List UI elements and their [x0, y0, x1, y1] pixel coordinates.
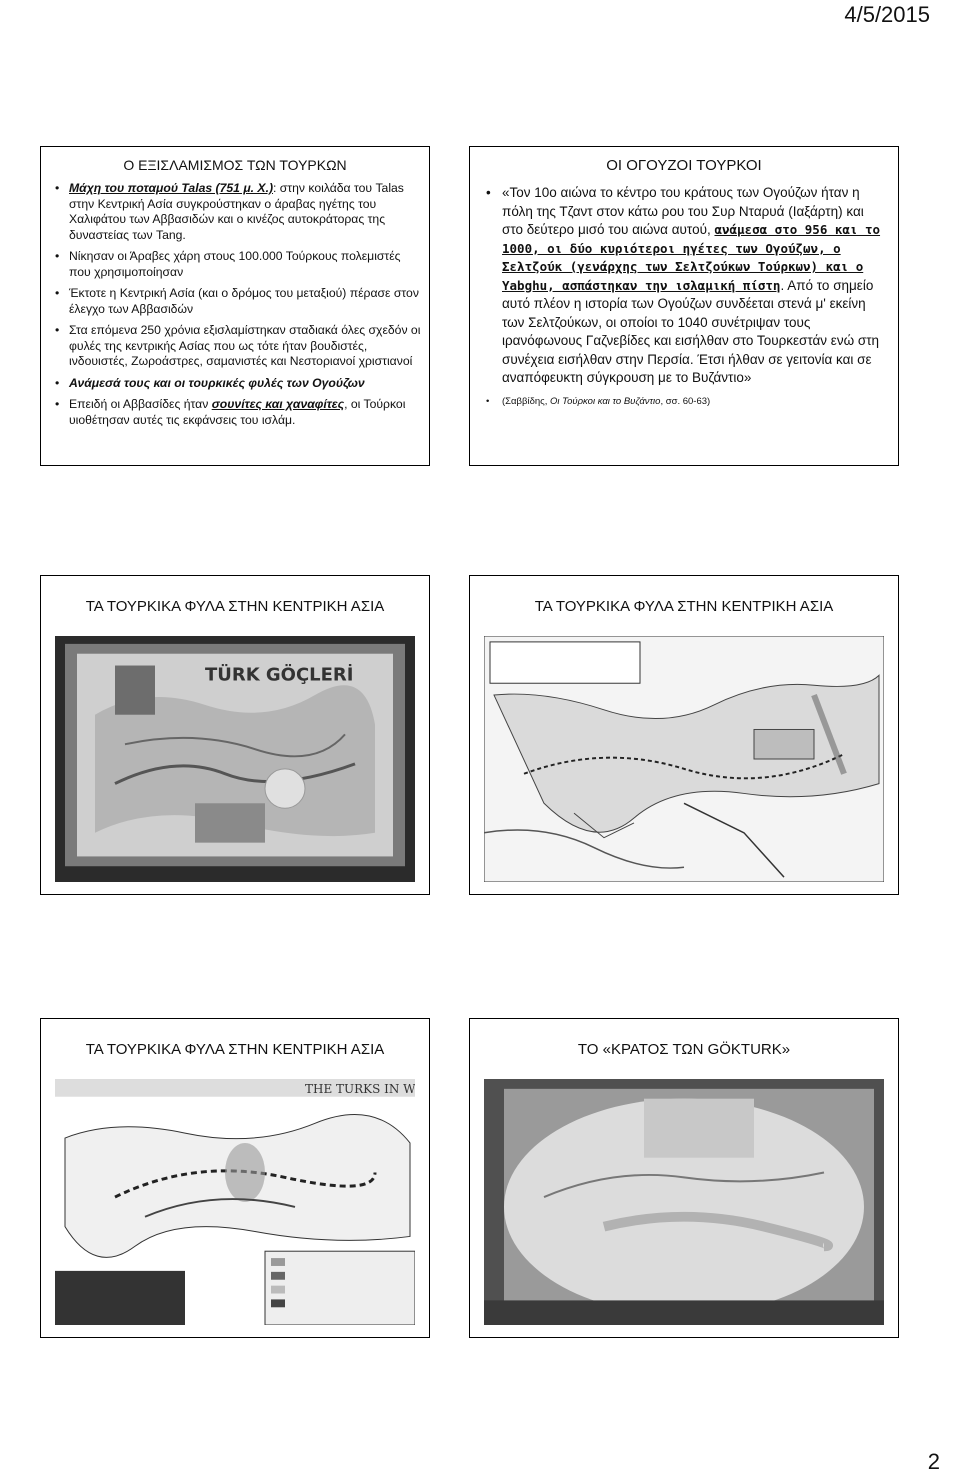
bullet-item: • Έκτοτε η Κεντρική Ασία (και ο δρόμος του μεταξιού) πέρασε στον έλεγχο των Αββασιδών — [55, 286, 421, 317]
bullet-item: • Επειδή οι Αββασίδες ήταν σουνίτες και χαναφίτες, οι Τούρκοι υιοθέτησαν αυτές τις εκφάνσεις του ισλάμ. — [55, 397, 421, 428]
quote-text: • «Τον 10ο αιώνα το κέντρο του κράτους των Ογούζων ήταν η πόλη της Τζαντ στον κάτω ρου του Συρ Νταρυά (Ιαξάρτη) και στο δεύτερο μισό του αιώνα αυτού, ανάμεσα στο 956 και το 1000, οι δύο κυριότεροι ηγέτες των Ογούζων, ο Σελτζούκ (γενάρχης των Σελτζούκων Τούρκων) και ο Yabghu, ασπάστηκαν την ισλαμική πίστη. Από το σημείο αυτό πλέον η ιστορία των Ογούζων συνδέεται στενά μ' εκείνη των Σελτζούκων, οι οποίοι το 1040 συνέτριψαν τους ιρανόφωνους Γαζνεβίδες και εισήλθαν στο Τουρκεστάν ενώ στη συνέχεια εισήλθαν στην Περσία. Έτσι ήλθαν σε γειτονία και σε αναπόφευκτη σύγκρουση με το Βυζάντιο» — [486, 184, 888, 388]
slide-title: Ο ΕΞΙΣΛΑΜΙΣΜΟΣ ΤΩΝ ΤΟΥΡΚΩΝ — [123, 157, 347, 173]
bullet-item: • Νίκησαν οι Άραβες χάρη στους 100.000 Τούρκους πολεμιστές που χρησιμοποίησαν — [55, 249, 421, 280]
book-map — [55, 1079, 415, 1325]
slide-turkic-tribes-book-map — [40, 1018, 430, 1338]
bullet-item: • Ανάμεσά τους και οι τουρκικές φυλές των Ογούζων — [55, 376, 421, 392]
slide-title: ΤΟ «ΚΡΑΤΟΣ ΤΩΝ GÖKTURK» — [577, 1041, 791, 1058]
framed-map-photo — [55, 636, 415, 882]
bullet-item: • Μάχη του ποταμού Talas (751 μ. Χ.): στην κοιλάδα του Talas στην Κεντρική Ασία συγκρούστηκαν ο άραβας ηγέτης του Χαλιφάτου των Αββασιδών και ο κινέζος αυτοκράτορας της δυναστείας των Tang. — [55, 181, 421, 243]
slide-title: ΤΑ ΤΟΥΡΚΙΚΑ ΦΥΛΑ ΣΤΗΝ ΚΕΝΤΡΙΚΗ ΑΣΙΑ — [85, 1041, 385, 1058]
historical-map — [484, 636, 884, 882]
slide-turkic-tribes-photo-map — [40, 575, 430, 895]
slide-title: ΤΑ ΤΟΥΡΚΙΚΑ ΦΥΛΑ ΣΤΗΝ ΚΕΝΤΡΙΚΗ ΑΣΙΑ — [534, 598, 834, 615]
slide-oghuz-turks — [469, 146, 899, 466]
map-caption: TÜRK GÖÇLERİ — [205, 664, 354, 686]
slide-gokturk-state — [469, 1018, 899, 1338]
slide-turkic-tribes-map — [469, 575, 899, 895]
slide-islamization — [40, 146, 430, 466]
gokturk-map-photo — [484, 1079, 884, 1325]
page-number: 2 — [927, 1449, 940, 1474]
slide-title: ΟΙ ΟΓΟΥΖΟΙ ΤΟΥΡΚΟΙ — [606, 157, 762, 174]
map-caption: THE TURKS IN W — [305, 1081, 415, 1096]
bullet-item: • Στα επόμενα 250 χρόνια εξισλαμίστηκαν σταδιακά όλες σχεδόν οι φυλές της κεντρικής Ασίας που ως τότε ήταν βουδιστές, ινδουιστές, Ζωροάστρες, σαμανιστές και Νεστοριανοί χριστιανοί — [55, 323, 421, 370]
source-citation: • (Σαββίδης, Οι Τούρκοι και το Βυζάντιο, σσ. 60-63) — [486, 396, 888, 407]
bullet-list — [55, 181, 421, 428]
slide-title: ΤΑ ΤΟΥΡΚΙΚΑ ΦΥΛΑ ΣΤΗΝ ΚΕΝΤΡΙΚΗ ΑΣΙΑ — [85, 598, 385, 615]
page-date: 4/5/2015 — [844, 2, 930, 27]
